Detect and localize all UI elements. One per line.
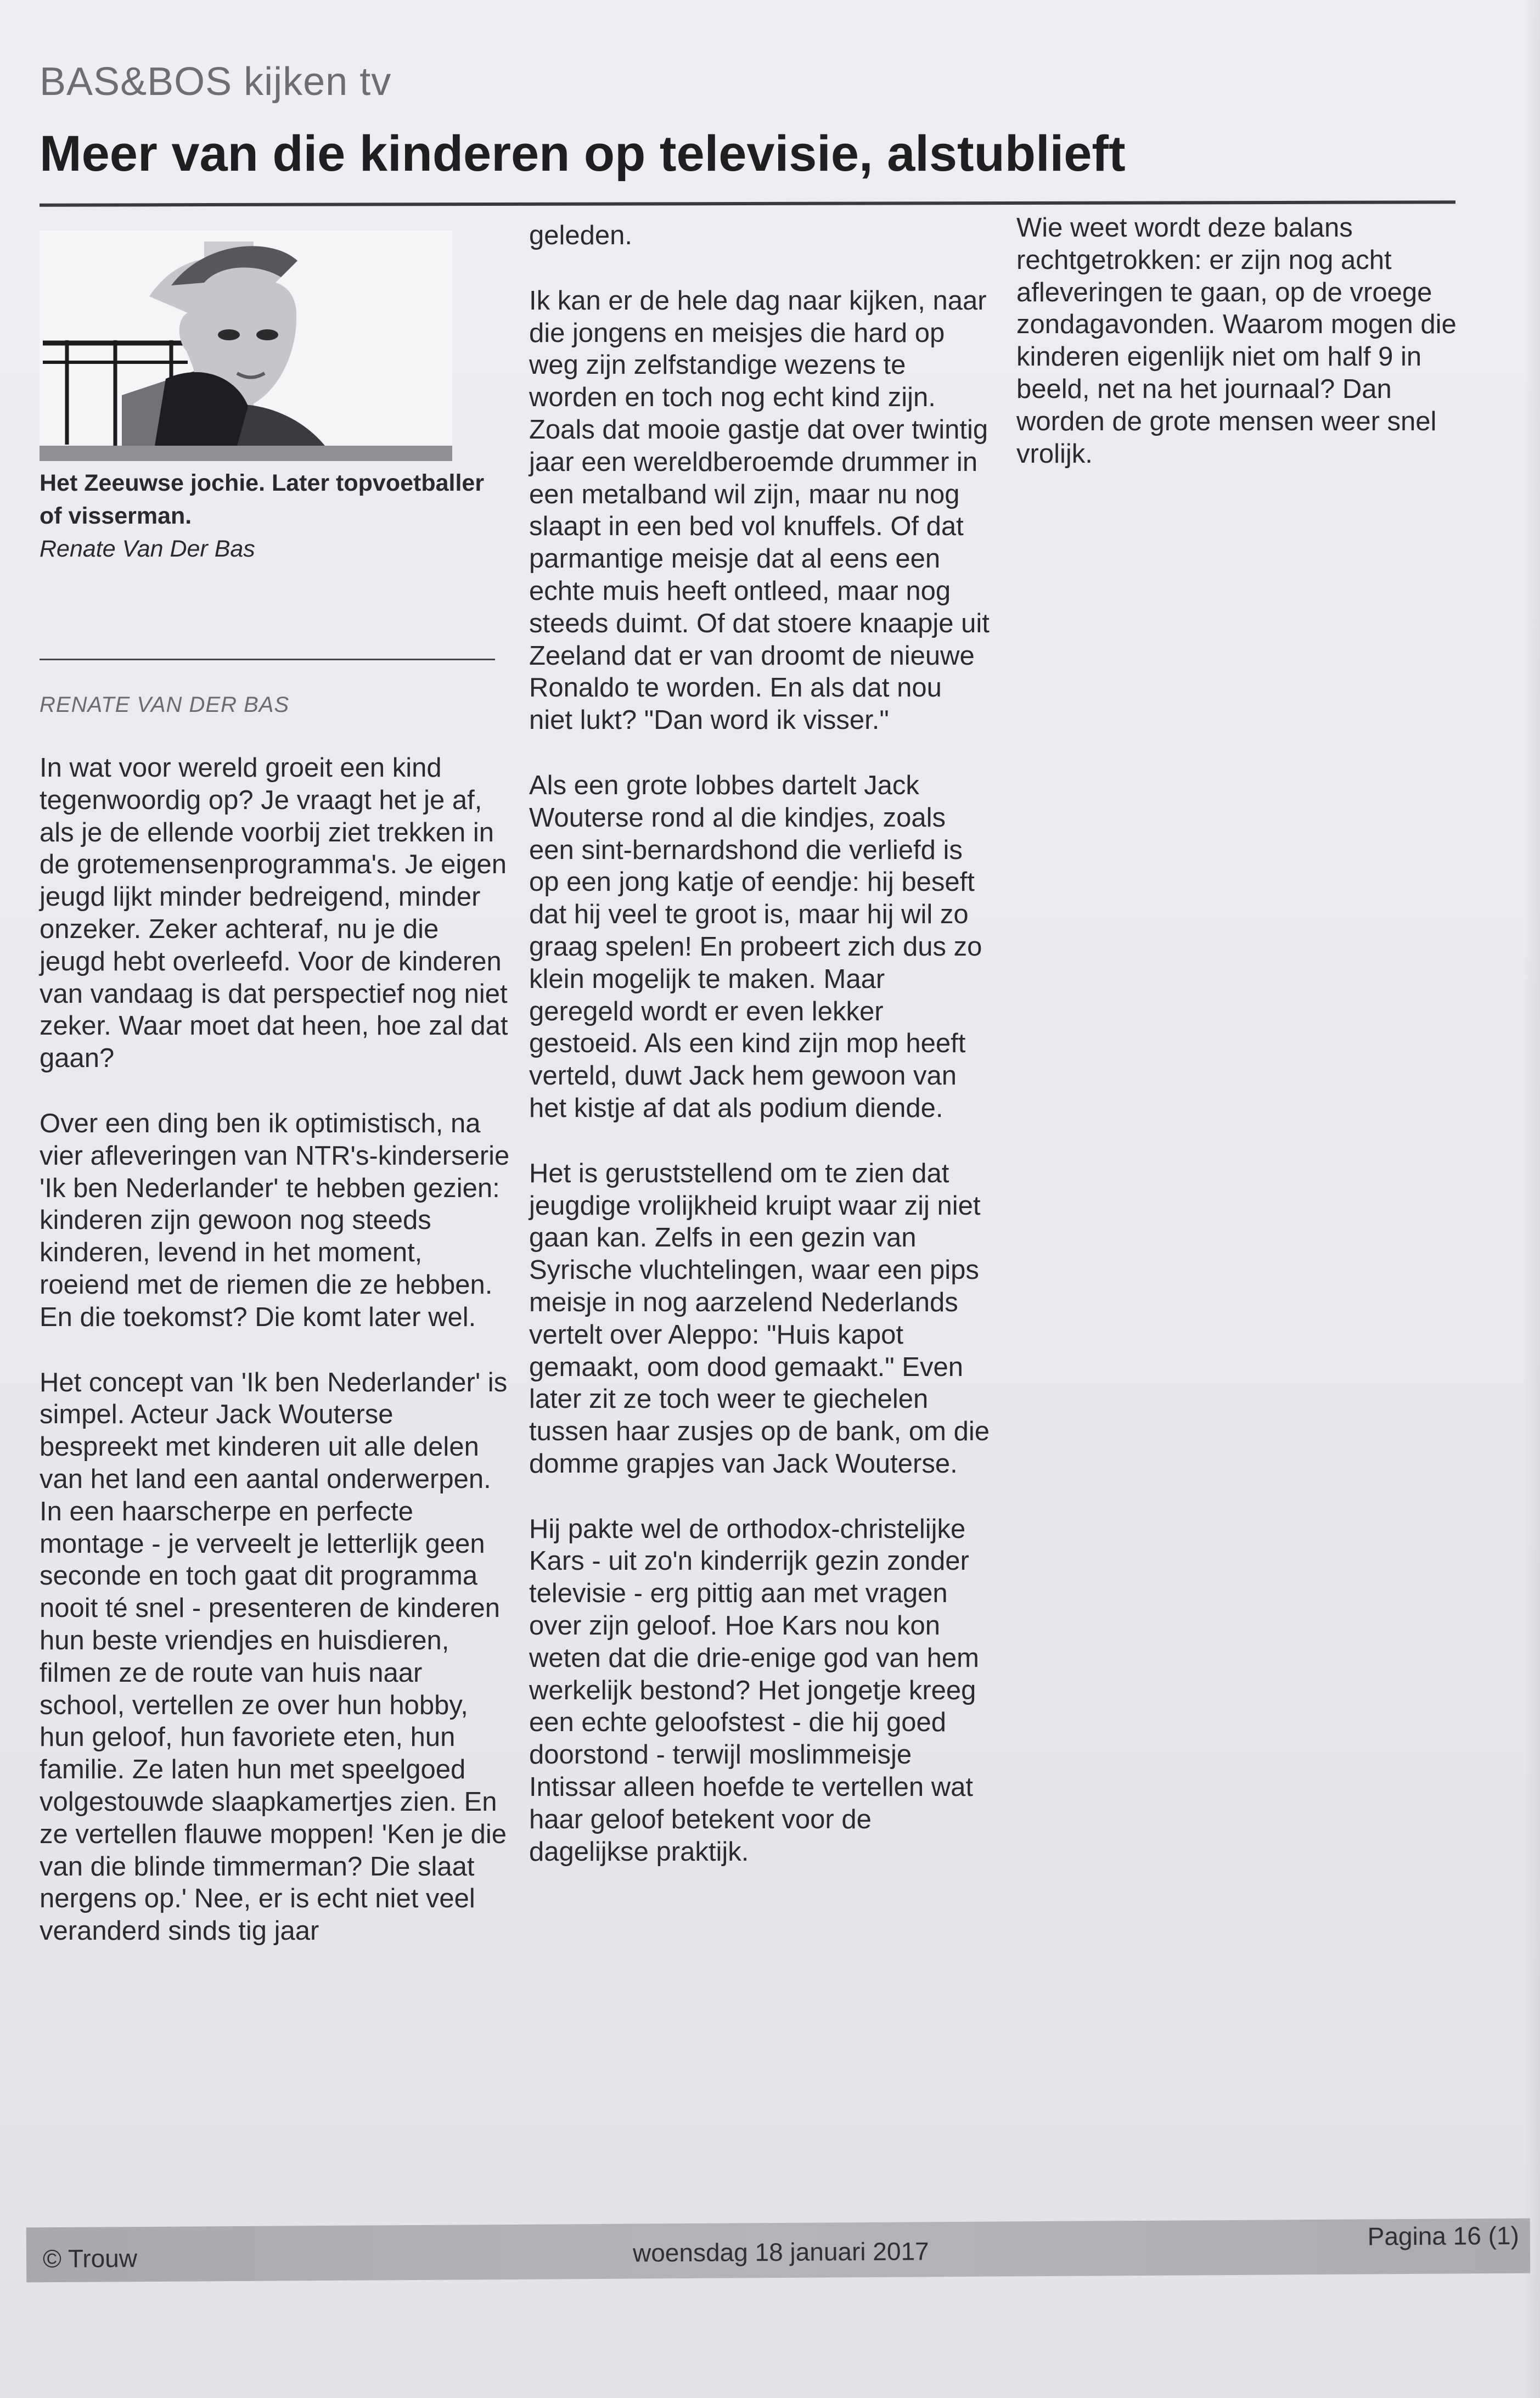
headline-rule: [40, 200, 1455, 206]
paragraph: In wat voor wereld groeit een kind tegenwoordig op? Je vraagt het je af, als je de ellende voorbij ziet trekken in de grotemensenprogramma's. Je eigen jeugd lijkt minder bedreigend, minder onzeker. Zeker achteraf, nu je die jeugd hebt overleefd. Voor de kinderen van vandaag is dat perspectief nog niet zeker. Waar moet dat heen, hoe zal dat gaan?: [40, 753, 508, 1074]
article-column-2: [529, 220, 990, 1868]
footer-source: © Trouw: [42, 2244, 138, 2273]
article-column-3: [1016, 212, 1477, 470]
author-byline: RENATE VAN DER BAS: [40, 693, 290, 717]
page-edge-shadow: [1524, 0, 1540, 2398]
paragraph: Hij pakte wel de orthodox-christelijke Kars - uit zo'n kinderrijk gezin zonder televisie - erg pittig aan met vragen over zijn geloof. Hoe Kars nou kon weten dat die drie-enige god van hem werkelijk bestond? Het jongetje kreeg een echte geloofstest - die hij goed doorstond - terwijl moslimmeisje Intissar alleen hoefde te vertellen wat haar geloof betekent voor de dagelijkse praktijk.: [529, 1514, 979, 1867]
paragraph: Het is geruststellend om te zien dat jeugdige vrolijkheid kruipt waar zij niet gaan kan. Zelfs in een gezin van Syrische vluchtelingen, waar een pips meisje in nog aarzelend Nederlands vertelt over Aleppo: "Huis kapot gemaakt, oom dood gemaakt." Even later zit ze toch weer te giechelen tussen haar zusjes op de bank, om die domme grapjes van Jack Wouterse.: [529, 1158, 990, 1479]
section-kicker: BAS&BOS kijken tv: [40, 60, 392, 104]
paragraph: Wie weet wordt deze balans rechtgetrokken: er zijn nog acht afleveringen te gaan, op de vroege zondagavonden. Waarom mogen die kinderen eigenlijk niet om half 9 in beeld, net na het journaal? Dan worden de grote mensen weer snel vrolijk.: [1016, 213, 1457, 469]
article-column-1: [40, 752, 512, 1947]
paragraph: Ik kan er de hele dag naar kijken, naar die jongens en meisjes die hard op weg zijn zelfstandige wezens te worden en toch nog echt kind zijn. Zoals dat mooie gastje dat over twintig jaar een wereldberoemde drummer in een metalband wil zijn, maar nu nog slaapt in een bed vol knuffels. Of dat parmantige meisje dat al eens een echte muis heeft ontleed, maar nog steeds duimt. Of dat stoere knaapje uit Zeeland dat er van droomt de nieuwe Ronaldo te worden. En als dat nou niet lukt? "Dan word ik visser.": [529, 285, 990, 735]
article-headline: Meer van die kinderen op televisie, alstublieft: [40, 126, 1126, 182]
photo-credit: Renate Van Der Bas: [40, 536, 255, 563]
caption-text: Het Zeeuwse jochie. Later topvoetballer of visserman.: [40, 470, 485, 530]
paragraph: Als een grote lobbes dartelt Jack Wouterse rond al die kindjes, zoals een sint-bernardshond die verliefd is op een jong katje of eendje: hij beseft dat hij veel te groot is, maar hij wil zo graag spelen! En probeert zich dus zo klein mogelijk te maken. Maar geregeld wordt er even lekker gestoeid. Als een kind zijn mop heeft verteld, duwt Jack hem gewoon van het kistje af dat als podium diende.: [529, 770, 982, 1123]
paragraph: Het concept van 'Ik ben Nederlander' is simpel. Acteur Jack Wouterse bespreekt met kinderen uit alle delen van het land een aantal onderwerpen. In een haarscherpe en perfecte montage - je verveelt je letterlijk geen seconde en toch gaat dit programma nooit té snel - presenteren de kinderen hun beste vriendjes en huisdieren, filmen ze de route van huis naar school, vertellen ze over hun hobby, hun geloof, hun favoriete eten, hun familie. Ze laten hun met speelgoed volgestouwde slaapkamertjes zien. En ze vertellen flauwe moppen! 'Ken je die van die blinde timmerman? Die slaat nergens op.' Nee, er is echt niet veel veranderd sinds tig jaar: [40, 1367, 508, 1946]
photo-caption: [40, 467, 501, 566]
paragraph: geleden.: [529, 221, 633, 250]
paragraph: Over een ding ben ik optimistisch, na vier afleveringen van NTR's-kinderserie 'Ik ben Nederlander' te hebben gezien: kinderen zijn gewoon nog steeds kinderen, levend in het moment, roeiend met de riemen die ze hebben. En die toekomst? Die komt later wel.: [40, 1108, 510, 1332]
footer-date: woensdag 18 januari 2017: [632, 2237, 929, 2267]
footer-page-number: Pagina 16 (1): [1367, 2221, 1520, 2251]
article-photo: [40, 231, 452, 461]
page-footer: [26, 2219, 1531, 2283]
caption-divider: [40, 659, 495, 660]
